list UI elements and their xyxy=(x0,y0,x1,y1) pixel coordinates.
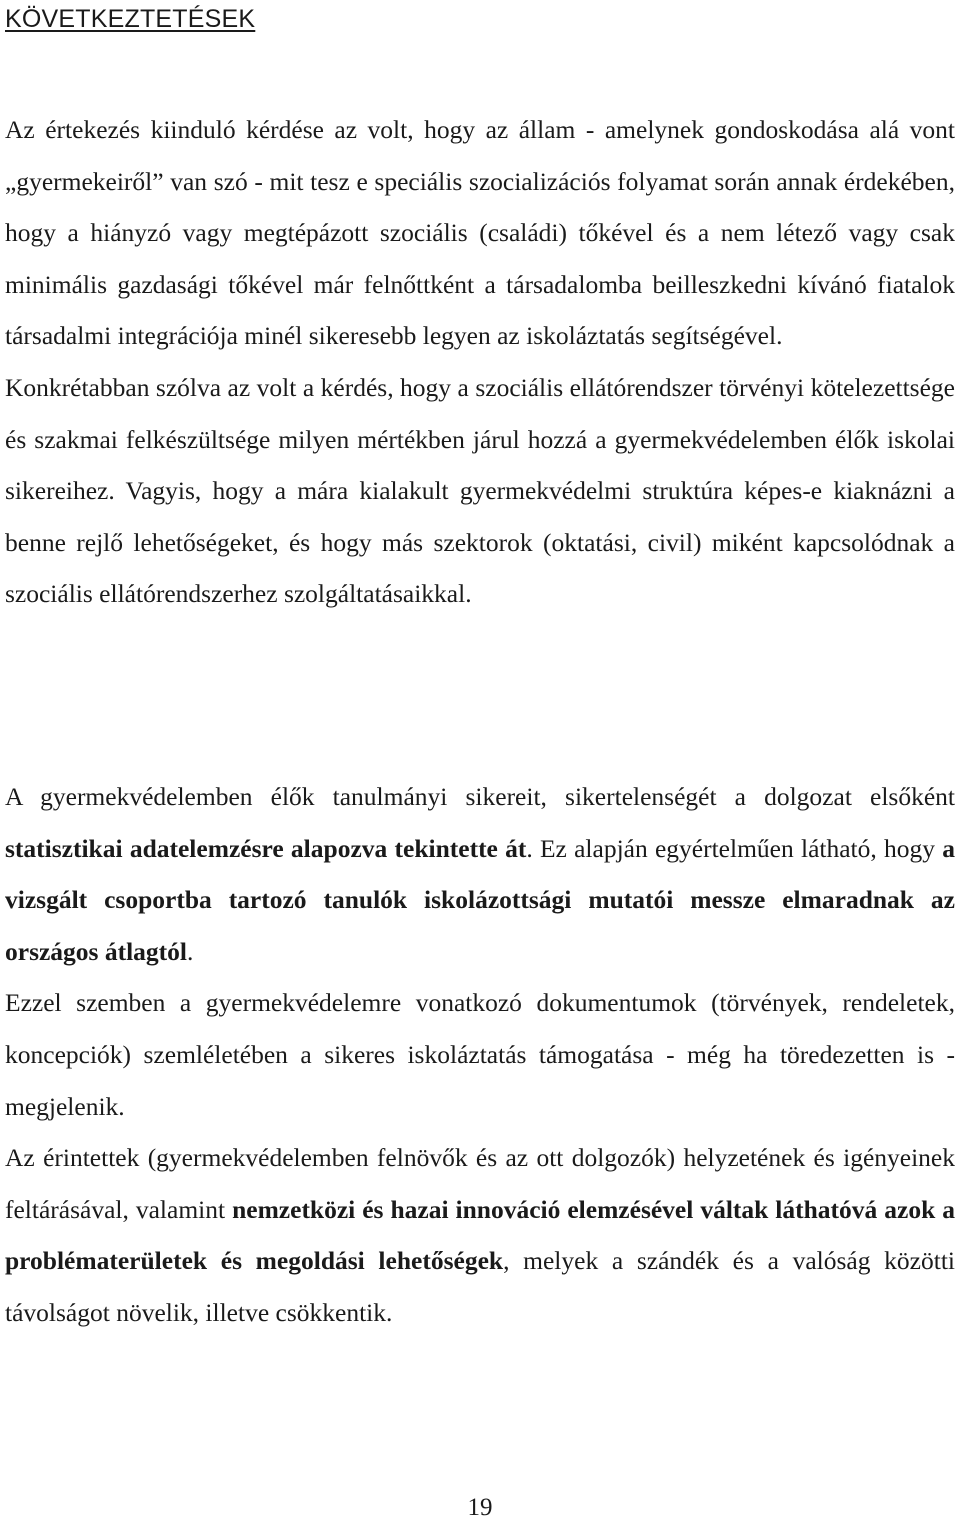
paragraph-stakeholders-analysis xyxy=(5,1132,955,1338)
bold-text-run: statisztikai adatelemzésre alapozva tekintette át xyxy=(5,833,527,863)
paragraph-group-1 xyxy=(5,104,955,620)
paragraph-group-2 xyxy=(5,771,955,1339)
paragraph-specific-question: Konkrétabban szólva az volt a kérdés, hogy a szociális ellátórendszer törvényi kötelezettsége és szakmai felkészültsége milyen mértékben járul hozzá a gyermekvédelemben élők iskolai sikereihez. Vagyis, hogy a mára kialakult gyermekvédelmi struktúra képes-e kiaknázni a benne rejlő lehetőségeket, és hogy más szektorok (oktatási, civil) miként kapcsolódnak a szociális ellátórendszerhez szolgáltatásaikkal. xyxy=(5,372,955,609)
text-run: . Ez alapján egyértelműen látható, hogy xyxy=(526,833,943,863)
section-heading: KÖVETKEZTETÉSEK xyxy=(5,5,256,33)
bold-text-run: a vizsgált csoportba tartozó tanulók iskolázottsági mutatói messze elmaradnak az országos átlagtól xyxy=(5,833,955,966)
text-run: . xyxy=(187,936,194,966)
text-run: Az érintettek (gyermekvédelemben felnövők és az ott dolgozók) helyzetének és igényeinek feltárásával, valamint xyxy=(5,1143,955,1224)
page-number: 19 xyxy=(467,1494,493,1521)
paragraph-documents-contrast: Ezzel szemben a gyermekvédelemre vonatkozó dokumentumok (törvények, rendeletek, koncepciók) szemléletében a sikeres iskoláztatás támogatása - még ha töredezetten is - megjelenik. xyxy=(5,988,955,1121)
paragraph-intro-question: Az értekezés kiinduló kérdése az volt, hogy az állam - amelynek gondoskodása alá vont „gyermekeiről” van szó - mit tesz e speciális szocializációs folyamat során annak érdekében, hogy a hiányzó vagy megtépázott szociális (családi) tőkével és a nem létező vagy csak minimális gazdasági tőkével már felnőttként a társadalomba beilleszkedni kívánó fiatalok társadalmi integrációja minél sikeresebb legyen az iskoláztatás segítségével. xyxy=(5,115,955,351)
text-run: , melyek a szándék és a valóság közötti távolságot növelik, illetve csökkentik. xyxy=(5,1246,955,1327)
bold-text-run: nemzetközi és hazai innováció elemzésével váltak láthatóvá azok a problématerületek és megoldási lehetőségek xyxy=(5,1194,955,1276)
text-run: A gyermekvédelemben élők tanulmányi sikereit, sikertelenségét a dolgozat elsőként xyxy=(5,782,955,811)
paragraph-statistical-findings xyxy=(5,771,955,977)
